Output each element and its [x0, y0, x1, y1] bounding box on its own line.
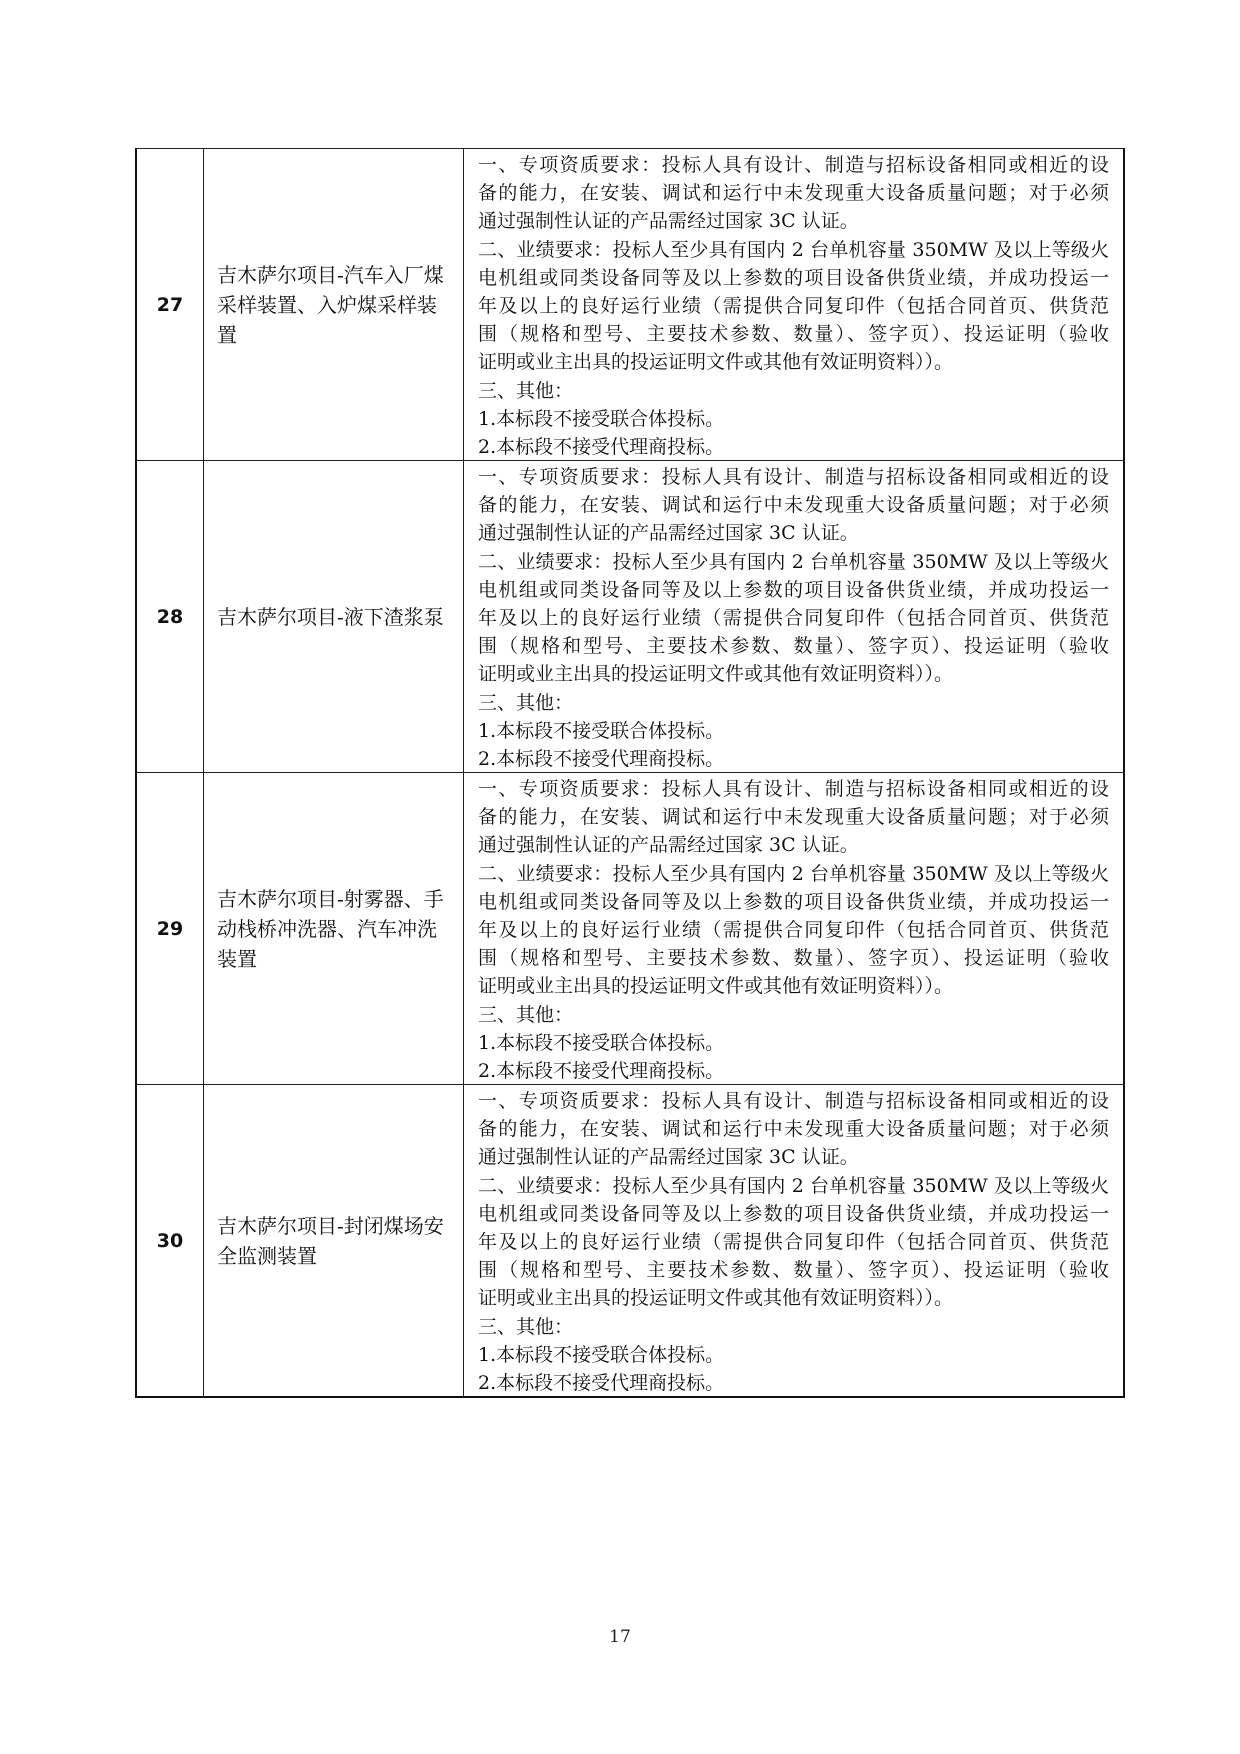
requirement-line: 一、专项资质要求：投标人具有设计、制造与招标设备相同或相近的设 — [478, 154, 1109, 176]
item-name: 吉木萨尔项目-汽车入厂煤采样装置、入炉煤采样装置 — [217, 262, 444, 347]
requirement-line: 年及以上的良好运行业绩（需提供合同复印件（包括合同首页、供货范 — [478, 1230, 1109, 1253]
row-number: 29 — [136, 773, 204, 1085]
item-name: 吉木萨尔项目-液下渣浆泵 — [217, 604, 444, 629]
requirements-text — [478, 1085, 1109, 1396]
requirement-line: 2.本标段不接受代理商投标。 — [478, 1059, 725, 1082]
requirement-line: 1.本标段不接受联合体投标。 — [478, 1031, 725, 1054]
requirement-line: 证明或业主出具的投运证明文件或其他有效证明资料））。 — [478, 975, 954, 998]
row-number: 27 — [136, 149, 204, 461]
requirement-line: 电机组或同类设备同等及以上参数的项目设备供货业绩，并成功投运一 — [478, 266, 1109, 289]
requirement-line: 2.本标段不接受代理商投标。 — [478, 747, 725, 770]
requirement-line: 电机组或同类设备同等及以上参数的项目设备供货业绩，并成功投运一 — [478, 1202, 1109, 1225]
item-name-cell — [204, 1085, 464, 1398]
requirement-line: 二、业绩要求：投标人至少具有国内 2 台单机容量 350MW 及以上等级火 — [478, 550, 1109, 573]
requirements-table-body — [136, 149, 1124, 1398]
requirement-line: 三、其他： — [478, 1315, 574, 1338]
requirements-text — [478, 773, 1109, 1084]
requirements-cell — [464, 149, 1125, 461]
requirement-line: 通过强制性认证的产品需经过国家 3C 认证。 — [478, 1146, 859, 1169]
table-row — [136, 149, 1124, 461]
requirements-cell — [464, 1085, 1125, 1398]
item-name: 吉木萨尔项目-射雾器、手动栈桥冲洗器、汽车冲洗装置 — [217, 886, 444, 971]
item-name-cell — [204, 773, 464, 1085]
table-row — [136, 773, 1124, 1085]
requirement-line: 证明或业主出具的投运证明文件或其他有效证明资料））。 — [478, 1287, 954, 1310]
table-row — [136, 1085, 1124, 1398]
requirement-line: 一、专项资质要求：投标人具有设计、制造与招标设备相同或相近的设 — [478, 466, 1109, 488]
requirement-line: 通过强制性认证的产品需经过国家 3C 认证。 — [478, 834, 859, 857]
requirement-line: 三、其他： — [478, 691, 574, 714]
table-row — [136, 461, 1124, 773]
requirement-line: 围（规格和型号、主要技术参数、数量）、签字页）、投运证明（验收 — [478, 635, 1109, 658]
requirements-text — [478, 461, 1109, 772]
item-name-cell — [204, 149, 464, 461]
requirement-line: 2.本标段不接受代理商投标。 — [478, 435, 725, 458]
requirement-line: 备的能力，在安装、调试和运行中未发现重大设备质量问题；对于必须 — [478, 182, 1109, 205]
requirement-line: 一、专项资质要求：投标人具有设计、制造与招标设备相同或相近的设 — [478, 778, 1109, 800]
requirement-line: 1.本标段不接受联合体投标。 — [478, 1343, 725, 1366]
requirement-line: 年及以上的良好运行业绩（需提供合同复印件（包括合同首页、供货范 — [478, 294, 1109, 317]
requirement-line: 电机组或同类设备同等及以上参数的项目设备供货业绩，并成功投运一 — [478, 578, 1109, 601]
requirement-line: 备的能力，在安装、调试和运行中未发现重大设备质量问题；对于必须 — [478, 494, 1109, 517]
requirement-line: 通过强制性认证的产品需经过国家 3C 认证。 — [478, 522, 859, 545]
requirements-table — [135, 148, 1125, 1398]
requirements-cell — [464, 461, 1125, 773]
requirement-line: 二、业绩要求：投标人至少具有国内 2 台单机容量 350MW 及以上等级火 — [478, 862, 1109, 885]
requirement-line: 年及以上的良好运行业绩（需提供合同复印件（包括合同首页、供货范 — [478, 918, 1109, 941]
requirement-line: 1.本标段不接受联合体投标。 — [478, 719, 725, 742]
row-number: 28 — [136, 461, 204, 773]
requirement-line: 三、其他： — [478, 1003, 574, 1026]
requirement-line: 2.本标段不接受代理商投标。 — [478, 1371, 725, 1394]
requirement-line: 二、业绩要求：投标人至少具有国内 2 台单机容量 350MW 及以上等级火 — [478, 1174, 1109, 1197]
requirement-line: 证明或业主出具的投运证明文件或其他有效证明资料））。 — [478, 351, 954, 374]
requirement-line: 围（规格和型号、主要技术参数、数量）、签字页）、投运证明（验收 — [478, 323, 1109, 346]
requirement-line: 三、其他： — [478, 379, 574, 402]
row-number: 30 — [136, 1085, 204, 1398]
requirement-line: 围（规格和型号、主要技术参数、数量）、签字页）、投运证明（验收 — [478, 947, 1109, 970]
item-name: 吉木萨尔项目-封闭煤场安全监测装置 — [217, 1213, 444, 1268]
requirements-cell — [464, 773, 1125, 1085]
page-number: 17 — [609, 1627, 631, 1647]
requirement-line: 一、专项资质要求：投标人具有设计、制造与招标设备相同或相近的设 — [478, 1090, 1109, 1112]
requirement-line: 备的能力，在安装、调试和运行中未发现重大设备质量问题；对于必须 — [478, 1118, 1109, 1141]
requirement-line: 电机组或同类设备同等及以上参数的项目设备供货业绩，并成功投运一 — [478, 890, 1109, 913]
requirement-line: 年及以上的良好运行业绩（需提供合同复印件（包括合同首页、供货范 — [478, 606, 1109, 629]
requirement-line: 通过强制性认证的产品需经过国家 3C 认证。 — [478, 210, 859, 233]
requirement-line: 备的能力，在安装、调试和运行中未发现重大设备质量问题；对于必须 — [478, 806, 1109, 829]
item-name-cell — [204, 461, 464, 773]
requirements-text — [478, 149, 1109, 460]
requirement-line: 1.本标段不接受联合体投标。 — [478, 407, 725, 430]
requirement-line: 二、业绩要求：投标人至少具有国内 2 台单机容量 350MW 及以上等级火 — [478, 238, 1109, 261]
requirement-line: 证明或业主出具的投运证明文件或其他有效证明资料））。 — [478, 663, 954, 686]
requirement-line: 围（规格和型号、主要技术参数、数量）、签字页）、投运证明（验收 — [478, 1259, 1109, 1282]
